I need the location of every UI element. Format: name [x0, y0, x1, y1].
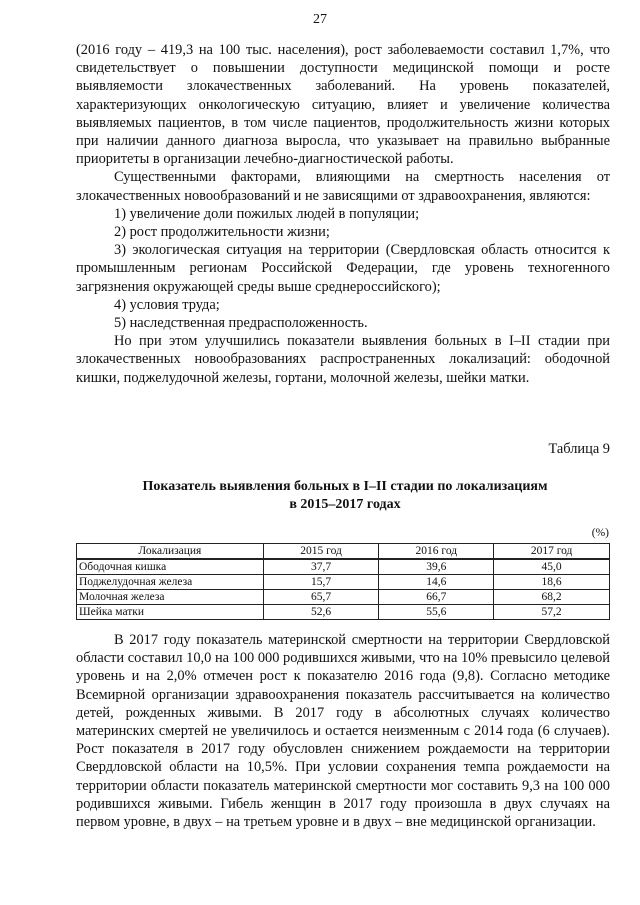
paragraph-incidence: (2016 году – 419,3 на 100 тыс. населения), рост заболеваемости составил 1,7%, что свидетельствует о повышении доступности медицинской помощи и росте выявляемости злокачественных заболеваний. На уровень показателей, характеризующих онкологическую ситуацию, влияет и увеличение количества выявляемых пациентов, в том числе пациентов, продолжительность жизни которых при наличии данного диагноза выросла, что указывает на правильно выбранные приоритеты в организации лечебно-диагностической работы. — [76, 42, 610, 168]
table-unit: (%) — [591, 527, 609, 539]
cell-2016: 14,6 — [379, 575, 494, 590]
cell-2016: 39,6 — [379, 559, 494, 575]
paragraph-factors-intro: Существенными факторами, влияющими на смертность населения от злокачественных новообразований и не зависящими от здравоохранения, являются: — [76, 169, 610, 204]
list-item-3: 3) экологическая ситуация на территории (Свердловская область относится к промышленным регионам Российской Федерации, где уровень техногенного загрязнения окружающей среды выше среднероссийского); — [76, 242, 610, 295]
header-2017: 2017 год — [494, 544, 610, 560]
cell-2017: 57,2 — [494, 605, 610, 620]
cell-localization: Поджелудочная железа — [77, 575, 264, 590]
cell-2017: 68,2 — [494, 590, 610, 605]
list-item-1: 1) увеличение доли пожилых людей в популяции; — [114, 205, 420, 222]
cell-localization: Ободочная кишка — [77, 559, 264, 575]
cell-2016: 55,6 — [379, 605, 494, 620]
table-row — [77, 605, 610, 620]
cell-2015: 15,7 — [263, 575, 379, 590]
paragraph-maternal-mortality: В 2017 году показатель материнской смертности на территории Свердловской области составил 10,0 на 100 000 родившихся живыми, что на 10% превысило целевой уровень и на 2,0% отмечен рост к показателю 2016 года (9,8). Согласно методике Всемирной организации здравоохранения показатель рассчитывается на количество детей, рожденных живыми. В 2017 году в абсолютных случаях количество материнских смертей не увеличилось и остается неизменным с 2014 года (6 случаев). Рост показателя в 2017 году обусловлен снижением рождаемости на территории Свердловской области на 10,5%. При условии сохранения темпа рождаемости на территории области показатель материнской смертности мог составить 9,3 на 100 000 родившихся живыми. Гибель женщин в 2017 году произошла в двух случаях на первом уровне, в двух – на третьем уровне и в двух – вне медицинской организации. — [76, 632, 610, 831]
table-row — [77, 590, 610, 605]
table-row — [77, 575, 610, 590]
list-item-2: 2) рост продолжительности жизни; — [114, 224, 330, 241]
page-number: 27 — [313, 12, 327, 27]
cell-2015: 65,7 — [263, 590, 379, 605]
detection-rate-table — [76, 543, 610, 620]
header-2015: 2015 год — [263, 544, 379, 560]
top-text-block — [76, 41, 610, 387]
cell-localization: Шейка матки — [77, 605, 264, 620]
table-label: Таблица 9 — [548, 441, 610, 457]
cell-2015: 37,7 — [263, 559, 379, 575]
table-header-row — [77, 544, 610, 560]
cell-localization: Молочная железа — [77, 590, 264, 605]
cell-2016: 66,7 — [379, 590, 494, 605]
bottom-text-block — [76, 631, 610, 831]
cell-2015: 52,6 — [263, 605, 379, 620]
table-title — [100, 478, 590, 514]
cell-2017: 45,0 — [494, 559, 610, 575]
paragraph-improvements: Но при этом улучшились показатели выявления больных в I–II стадии при злокачественных новообразованиях распространенных локализаций: ободочной кишки, поджелудочной железы, гортани, молочной железы, шейки матки. — [76, 333, 610, 386]
header-2016: 2016 год — [379, 544, 494, 560]
table-title-line2: в 2015–2017 годах — [289, 497, 401, 512]
table-title-line1: Показатель выявления больных в I–II стадии по локализациям — [142, 479, 548, 494]
list-item-4: 4) условия труда; — [114, 296, 220, 313]
table-row — [77, 559, 610, 575]
header-localization: Локализация — [77, 544, 264, 560]
list-item-5: 5) наследственная предрасположенность. — [114, 315, 368, 332]
cell-2017: 18,6 — [494, 575, 610, 590]
